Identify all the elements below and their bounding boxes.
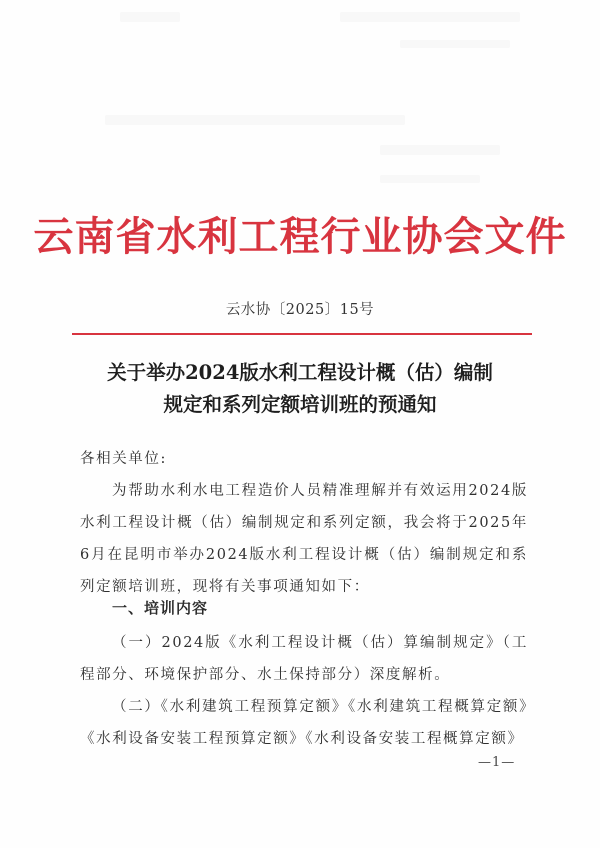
section-heading-training-content: 一、培训内容 bbox=[112, 599, 209, 617]
org-header-title: 云南省水利工程行业协会文件 bbox=[33, 213, 567, 260]
document-title-line-1: 关于举办2024版水利工程设计概（估）编制 bbox=[107, 361, 493, 384]
bleed-through-mark bbox=[400, 40, 510, 48]
page-number: —1— bbox=[478, 755, 516, 770]
intro-paragraph: 为帮助水利水电工程造价人员精准理解并有效运用2024版水利工程设计概（估）编制规定和系列定额，我会将于2025年6月在昆明市举办2024版水利工程设计概（估）编制规定和系列定额培训班，现将有关事项通知如下： bbox=[80, 483, 528, 595]
training-content-item: （一）2024版《水利工程设计概（估）算编制规定》（工程部分、环境保护部分、水土保持部分）深度解析。 bbox=[80, 635, 528, 683]
document-title-line-2: 规定和系列定额培训班的预通知 bbox=[163, 393, 437, 416]
document-number: 云水协〔2025〕15号 bbox=[225, 302, 375, 318]
bleed-through-mark bbox=[340, 12, 520, 22]
bleed-through-mark bbox=[380, 175, 480, 183]
bleed-through-mark bbox=[380, 145, 500, 155]
bleed-through-mark bbox=[105, 115, 405, 125]
document-title bbox=[0, 357, 600, 421]
salutation: 各相关单位: bbox=[80, 451, 167, 467]
training-content-item: （二）《水利建筑工程预算定额》《水利建筑工程概算定额》《水利设备安装工程预算定额》《水利设备安装工程概算定额》 bbox=[80, 699, 528, 747]
bleed-through-mark bbox=[120, 12, 180, 22]
red-divider-line bbox=[72, 333, 532, 335]
